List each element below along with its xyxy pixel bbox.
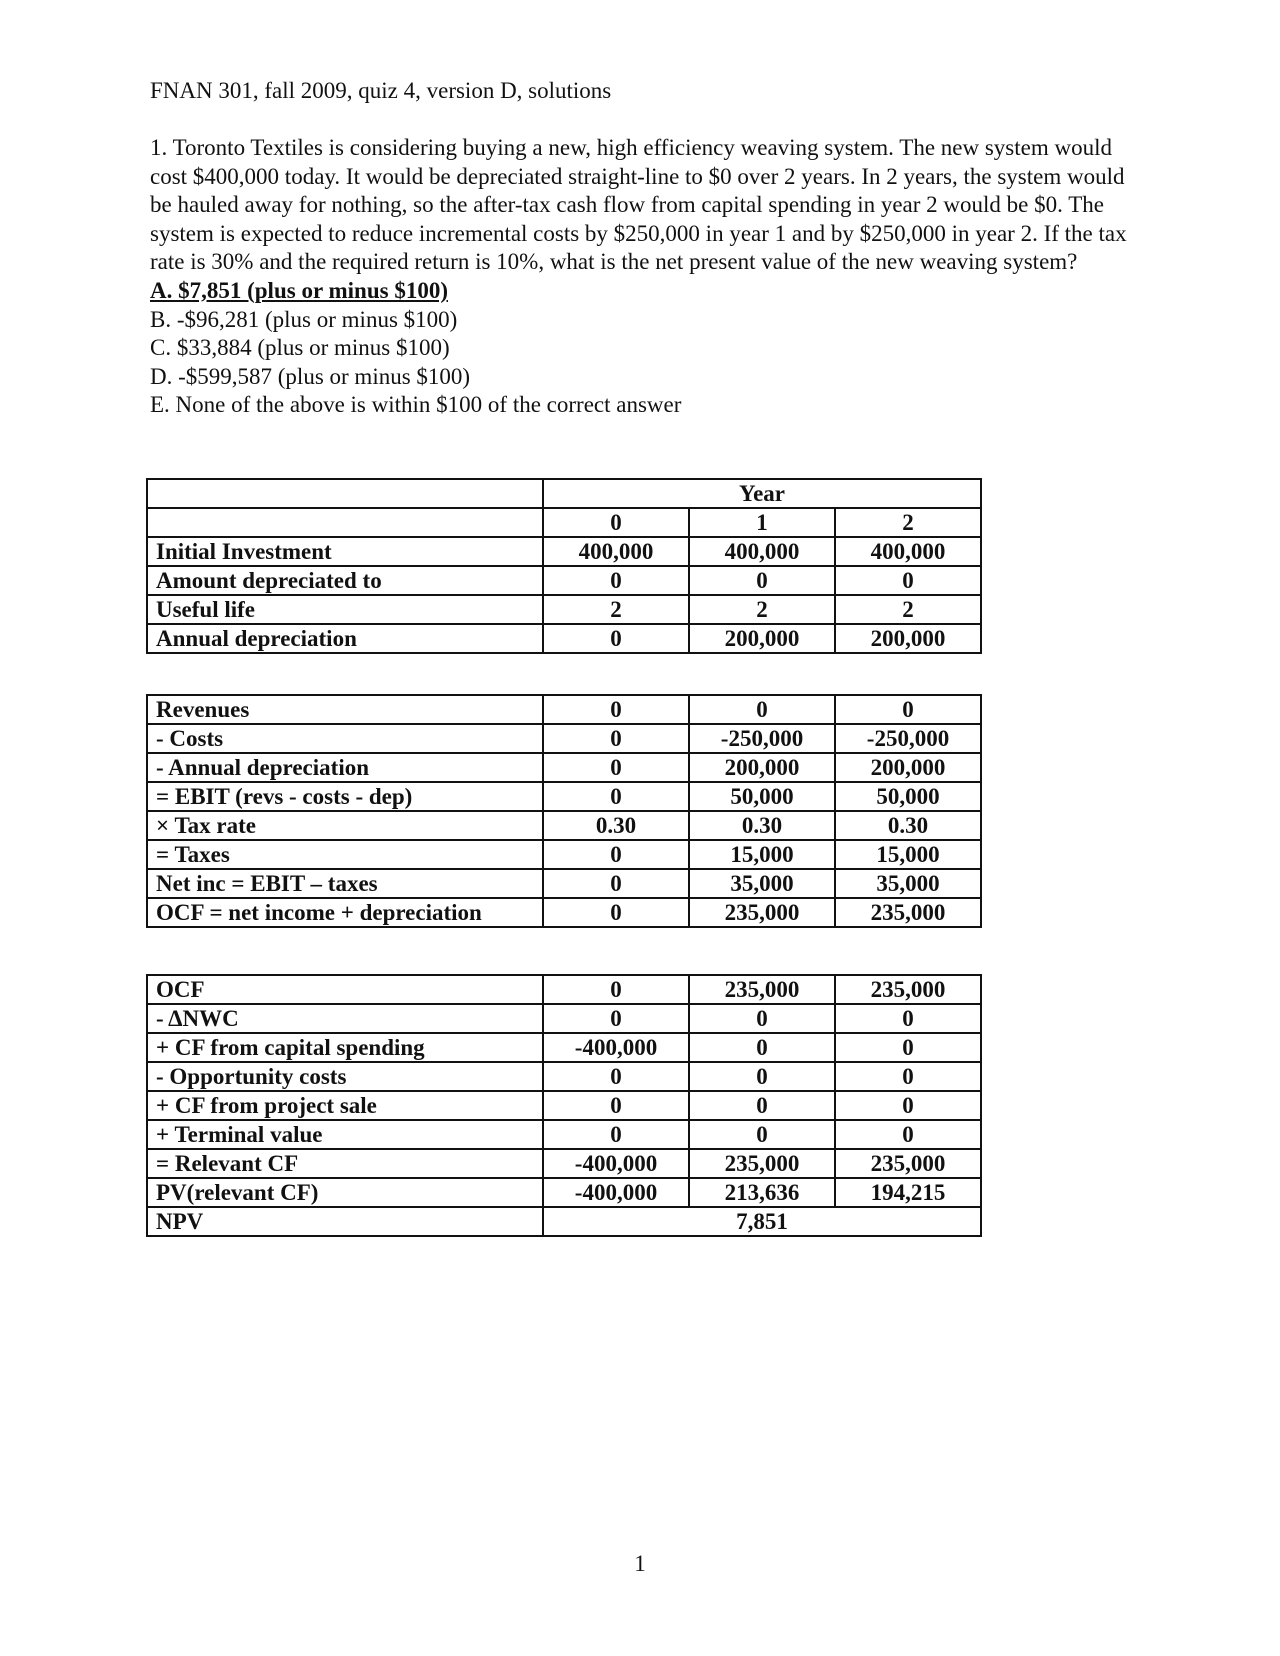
value-cell: 235,000	[689, 1149, 835, 1178]
value-cell: 50,000	[835, 782, 981, 811]
table-row	[147, 782, 981, 811]
value-cell: 0	[543, 624, 689, 653]
value-cell: 0.30	[543, 811, 689, 840]
value-cell: 0	[689, 566, 835, 595]
table-row	[147, 1178, 981, 1207]
row-label: - Costs	[147, 724, 543, 753]
table-row	[147, 869, 981, 898]
value-cell: 0	[689, 1004, 835, 1033]
value-cell: -250,000	[835, 724, 981, 753]
row-label: Net inc = EBIT – taxes	[147, 869, 543, 898]
operating-cash-flow-table-body	[147, 695, 981, 927]
row-label: - Opportunity costs	[147, 1062, 543, 1091]
year-header-row	[147, 508, 981, 537]
choice-a-correct: A. $7,851 (plus or minus $100)	[150, 277, 448, 303]
value-cell: 0	[835, 566, 981, 595]
table-row	[147, 566, 981, 595]
value-cell: 0	[835, 1062, 981, 1091]
table-row	[147, 898, 981, 927]
value-cell: 2	[543, 595, 689, 624]
table-row	[147, 753, 981, 782]
table-row	[147, 1091, 981, 1120]
value-cell: 0	[835, 695, 981, 724]
table-row	[147, 695, 981, 724]
value-cell: 0	[543, 869, 689, 898]
npv-value: 7,851	[543, 1207, 981, 1236]
value-cell: 0	[835, 1033, 981, 1062]
value-cell: 400,000	[835, 537, 981, 566]
value-cell: 400,000	[543, 537, 689, 566]
value-cell: 235,000	[835, 898, 981, 927]
value-cell: -400,000	[543, 1149, 689, 1178]
value-cell: 194,215	[835, 1178, 981, 1207]
table-row	[147, 1033, 981, 1062]
value-cell: 0	[543, 724, 689, 753]
choice-d: D. -$599,587 (plus or minus $100)	[150, 363, 471, 389]
row-label: + CF from capital spending	[147, 1033, 543, 1062]
value-cell: 0	[543, 1091, 689, 1120]
row-label: × Tax rate	[147, 811, 543, 840]
question-text: 1. Toronto Textiles is considering buying a new, high efficiency weaving system. The new system would cost $400,000 today. It would be depreciated straight-line to $0 over 2 years. In 2 years, the system would be hauled away for nothing, so the after-tax cash flow from capital spending in year 2 would be $0. The system is expected to reduce incremental costs by $250,000 in year 1 and by $250,000 in year 2. If the tax rate is 30% and the required return is 10%, what is the net present value of the new weaving system?	[150, 135, 1127, 275]
blank-cell	[147, 479, 543, 508]
page-number: 1	[634, 1551, 646, 1576]
year-label: Year	[543, 479, 981, 508]
value-cell: 0	[543, 782, 689, 811]
value-cell: 200,000	[689, 753, 835, 782]
row-label: = Taxes	[147, 840, 543, 869]
value-cell: 35,000	[689, 869, 835, 898]
value-cell: 0	[543, 1004, 689, 1033]
table-row	[147, 1149, 981, 1178]
row-label: + Terminal value	[147, 1120, 543, 1149]
value-cell: 0	[543, 1062, 689, 1091]
value-cell: 15,000	[835, 840, 981, 869]
value-cell: 0	[689, 1033, 835, 1062]
blank-cell	[147, 508, 543, 537]
value-cell: 0.30	[835, 811, 981, 840]
row-label: PV(relevant CF)	[147, 1178, 543, 1207]
year-header: 0	[543, 508, 689, 537]
value-cell: 200,000	[689, 624, 835, 653]
value-cell: 0	[543, 753, 689, 782]
value-cell: 2	[835, 595, 981, 624]
row-label: Amount depreciated to	[147, 566, 543, 595]
npv-label: NPV	[147, 1207, 543, 1236]
value-cell: 200,000	[835, 753, 981, 782]
table-row	[147, 811, 981, 840]
relevant-cash-flow-table-body	[147, 975, 981, 1207]
row-label: OCF = net income + depreciation	[147, 898, 543, 927]
document-header: FNAN 301, fall 2009, quiz 4, version D, solutions	[150, 78, 612, 103]
row-label: Useful life	[147, 595, 543, 624]
table-row	[147, 1120, 981, 1149]
value-cell: 0	[543, 566, 689, 595]
value-cell: 0.30	[689, 811, 835, 840]
row-label: Initial Investment	[147, 537, 543, 566]
value-cell: 15,000	[689, 840, 835, 869]
row-label: Revenues	[147, 695, 543, 724]
value-cell: 0	[835, 1120, 981, 1149]
value-cell: 0	[835, 1091, 981, 1120]
row-label: OCF	[147, 975, 543, 1004]
year-label-row	[147, 479, 981, 508]
row-label: - ΔNWC	[147, 1004, 543, 1033]
table-row	[147, 1062, 981, 1091]
value-cell: 50,000	[689, 782, 835, 811]
relevant-cash-flow-table	[146, 974, 982, 1237]
depreciation-table	[146, 478, 982, 654]
value-cell: 0	[543, 1120, 689, 1149]
value-cell: 213,636	[689, 1178, 835, 1207]
year-header: 1	[689, 508, 835, 537]
value-cell: 0	[543, 840, 689, 869]
value-cell: 235,000	[689, 975, 835, 1004]
table-row	[147, 624, 981, 653]
choice-c: C. $33,884 (plus or minus $100)	[150, 335, 450, 361]
value-cell: 0	[689, 1120, 835, 1149]
value-cell: 35,000	[835, 869, 981, 898]
row-label: + CF from project sale	[147, 1091, 543, 1120]
value-cell: 2	[689, 595, 835, 624]
question-block	[150, 134, 1140, 420]
value-cell: 0	[543, 898, 689, 927]
choice-e: E. None of the above is within $100 of the correct answer	[150, 392, 682, 418]
value-cell: -400,000	[543, 1178, 689, 1207]
table-row	[147, 975, 981, 1004]
value-cell: 200,000	[835, 624, 981, 653]
value-cell: 400,000	[689, 537, 835, 566]
value-cell: 0	[689, 695, 835, 724]
value-cell: 235,000	[835, 1149, 981, 1178]
value-cell: -400,000	[543, 1033, 689, 1062]
table-row	[147, 537, 981, 566]
row-label: = Relevant CF	[147, 1149, 543, 1178]
value-cell: -250,000	[689, 724, 835, 753]
year-header: 2	[835, 508, 981, 537]
table-row	[147, 1004, 981, 1033]
row-label: - Annual depreciation	[147, 753, 543, 782]
row-label: Annual depreciation	[147, 624, 543, 653]
row-label: = EBIT (revs - costs - dep)	[147, 782, 543, 811]
depreciation-table-body	[147, 479, 981, 653]
value-cell: 235,000	[689, 898, 835, 927]
table-row	[147, 724, 981, 753]
table-row	[147, 840, 981, 869]
value-cell: 235,000	[835, 975, 981, 1004]
choice-b: B. -$96,281 (plus or minus $100)	[150, 306, 458, 332]
value-cell: 0	[543, 975, 689, 1004]
value-cell: 0	[835, 1004, 981, 1033]
value-cell: 0	[689, 1091, 835, 1120]
value-cell: 0	[689, 1062, 835, 1091]
table-row	[147, 595, 981, 624]
npv-row	[147, 1207, 981, 1236]
value-cell: 0	[543, 695, 689, 724]
operating-cash-flow-table	[146, 694, 982, 928]
